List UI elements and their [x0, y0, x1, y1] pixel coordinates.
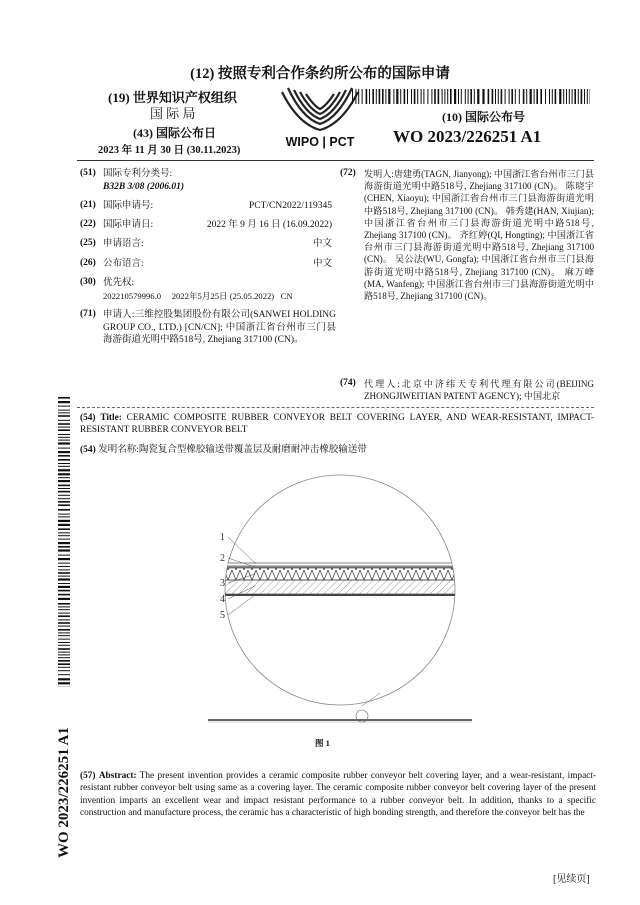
figure-caption: 图 1: [315, 738, 330, 748]
field-label-agent: 代理人:: [364, 379, 400, 389]
field-num-21: (21): [80, 200, 96, 210]
field-value-appno: PCT/CN2022/119345: [248, 201, 332, 211]
field-label-filing-lang: 申请语言:: [103, 239, 144, 249]
field-label-inventors: 发明人:: [364, 169, 394, 179]
title-cn-num: (54): [80, 445, 96, 455]
figure-label-4: 4: [220, 594, 225, 605]
field-label-priority: 优先权:: [103, 278, 135, 288]
pubno-label: (10) 国际公布号: [442, 110, 525, 124]
side-pubno: [56, 700, 72, 860]
org-name: 世界知识产权组织: [132, 90, 237, 105]
field-label-applicant: 申请人:: [103, 310, 135, 320]
title-english: [80, 412, 594, 436]
figure-label-1: 1: [220, 532, 225, 543]
title-cn-value: 陶瓷复合型橡胶输送带覆盖层及耐磨耐冲击橡胶输送带: [138, 445, 367, 455]
publication-title: (12) 按照专利合作条约所公布的国际申请: [190, 66, 450, 82]
field-label-appno: 国际申请号:: [103, 201, 154, 211]
field-label-appdate: 国际申请日:: [103, 220, 154, 230]
side-pubno-text: WO 2023/226251 A1: [56, 727, 72, 858]
field-applicant: [103, 309, 336, 347]
figure-1-drawing: [200, 470, 480, 730]
figure-label-5: 5: [220, 610, 225, 621]
title-chinese: [80, 441, 594, 455]
abstract: [80, 770, 596, 819]
field-inventors: [364, 168, 594, 302]
field-value-filing-lang: 中文: [312, 239, 332, 249]
field-agent: [364, 378, 594, 402]
field-value-applicant: 三维控股集团股份有限公司(SANWEI HOLDING GROUP CO., LTD.) [CN/CN]; 中国浙江省台州市三门县海游街道光明中路518号, Zhejiang 317100 (CN)。: [103, 310, 336, 345]
field-value-inventors: 唐建勇(TAGN, Jianyong); 中国浙江省台州市三门县海游街道光明中路518号, Zhejiang 317100 (CN)。 陈晓宇(CHEN, Xiaoyu); 中国浙江省台州市三门县海游街道光明中路518号, Zhejiang 317100 (CN)。 韩秀建(HAN, Xiujian); 中国浙江省台州市三门县海游街道光明中路518号, Zhejiang 317100 (CN)。 齐红婷(QI, Hongting); 中国浙江省台州市三门县海游街道光明中路518号, Zhejiang 317100 (CN)。 吴公法(WU, Gongfa); 中国浙江省台州市三门县海游街道光明中路518号, Zhejiang 317100 (CN)。 麻万峰(MA, Wanfeng); 中国浙江省台州市三门县海游街道光明中路518号, Zhejiang 317100 (CN)。: [364, 169, 594, 302]
field-num-51: (51): [80, 168, 96, 178]
continued-note: [见续页]: [553, 874, 590, 885]
field-label-pub-lang: 公布语言:: [103, 259, 144, 269]
org-subname: 国 际 局: [150, 106, 196, 121]
field-value-priority: 202210579996.0 2022年5月25日 (25.05.2022) CN: [103, 291, 293, 301]
title-en-label: Title:: [100, 413, 122, 423]
pubdate-label: (43) 国际公布日: [133, 126, 216, 140]
field-value-ipc: B32B 3/08 (2006.01): [103, 182, 185, 192]
pubno-value: WO 2023/226251 A1: [393, 127, 542, 146]
field-num-22: (22): [80, 219, 96, 229]
abstract-value: The present invention provides a ceramic composite rubber conveyor belt covering layer, and a wear-resistant, impact-resistant rubber conveyor belt using same as a covering layer. The ceramic composite rubber conveyor belt covering layer of the present invention imparts an excellent wear and impact resistant performance to a rubber conveyor belt. In addition, thanks to a specific construction and manufacture process, the ceramic has a characteristic of high bonding strength, and therefore the conveyor belt has the: [80, 771, 597, 818]
field-num-25: (25): [80, 238, 96, 248]
field-num-72: (72): [340, 168, 356, 178]
field-label-ipc: 国际专利分类号:: [103, 169, 173, 179]
field-num-71: (71): [80, 309, 96, 319]
side-barcode-icon: [58, 397, 70, 687]
title-cn-label: 发明名称:: [98, 445, 139, 455]
field-value-appdate: 2022 年 9 月 16 日 (16.09.2022): [206, 220, 332, 230]
field-num-30: (30): [80, 277, 96, 287]
abstract-num: (57): [80, 771, 96, 781]
org-number: (19): [108, 90, 130, 105]
wipo-logo-text: WIPO | PCT: [285, 135, 355, 149]
figure-label-3: 3: [220, 578, 225, 589]
header-barcode-icon: [352, 89, 590, 104]
field-value-pub-lang: 中文: [312, 259, 332, 269]
field-num-26: (26): [80, 258, 96, 268]
figure-label-2: 2: [220, 553, 225, 564]
title-divider: [77, 407, 594, 409]
field-value-agent: 北京中济纬天专利代理有限公司(BEIJING ZHONGJIWEITIAN PATENT AGENCY); 中国北京: [364, 379, 594, 402]
title-en-value: CERAMIC COMPOSITE RUBBER CONVEYOR BELT COVERING LAYER, AND WEAR-RESISTANT, IMPACT-RESISTANT RUBBER CONVEYOR BELT: [80, 413, 594, 435]
field-num-74: (74): [340, 378, 356, 388]
title-en-num: (54): [80, 413, 96, 423]
pubdate-value: 2023 年 11 月 30 日 (30.11.2023): [98, 145, 241, 156]
header-divider: [77, 160, 594, 161]
abstract-label: Abstract:: [98, 771, 137, 781]
